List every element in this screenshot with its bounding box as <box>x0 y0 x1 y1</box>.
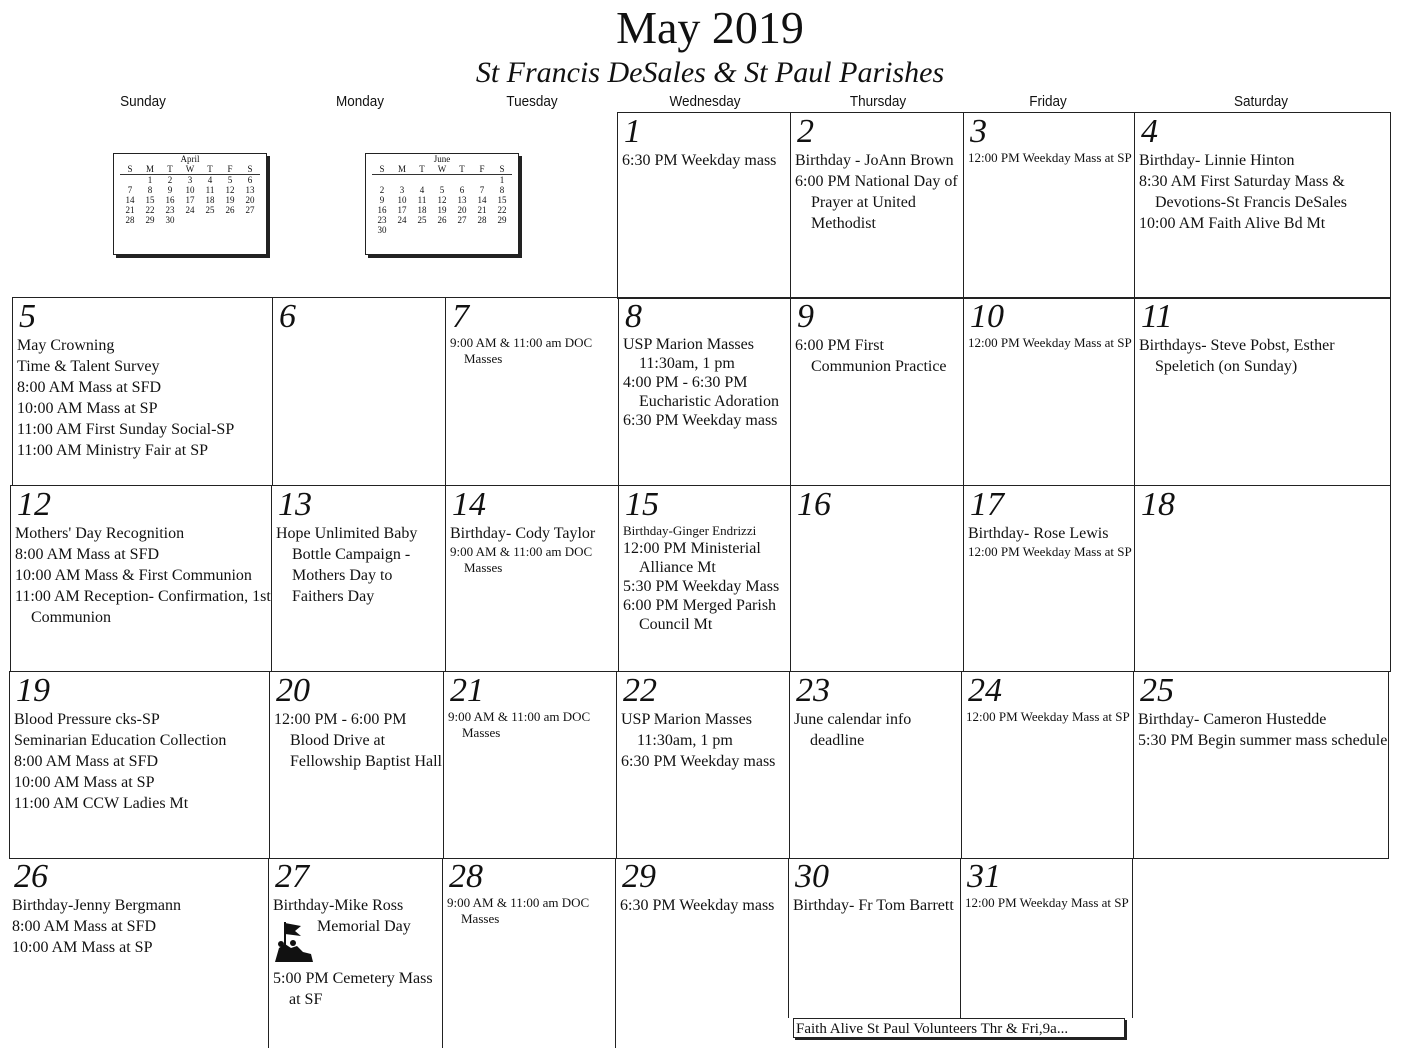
day-cell-22[interactable] <box>616 671 790 859</box>
mini-head: F <box>472 164 492 175</box>
calendar-event: Birthdays- Steve Pobst, Esther Speletich (on Sunday) <box>1139 337 1339 375</box>
calendar-event: Time & Talent Survey <box>17 358 160 375</box>
day-number: 20 <box>276 672 310 709</box>
mini-head: S <box>372 164 392 175</box>
calendar-event: Birthday- Linnie Hinton <box>1139 152 1295 169</box>
mini-day <box>432 175 452 186</box>
mini-day <box>120 175 140 186</box>
day-cell-26[interactable] <box>8 858 270 1048</box>
calendar-event: 12:00 PM Weekday Mass at SP <box>965 895 1129 910</box>
mini-day: 14 <box>477 195 487 205</box>
mini-day: 22 <box>145 205 155 215</box>
day-cell-24[interactable] <box>961 671 1134 859</box>
calendar-event: Blood Pressure cks-SP <box>14 711 160 728</box>
calendar-event: Birthday-Ginger Endrizzi <box>623 523 757 538</box>
mini-day: 25 <box>417 215 427 225</box>
calendar-event: Birthday-Jenny Bergmann <box>12 897 182 914</box>
mini-day <box>472 225 492 235</box>
mini-day: 10 <box>185 185 195 195</box>
day-number: 18 <box>1141 486 1175 523</box>
calendar-title: May 2019 <box>616 2 804 53</box>
mini-day: 20 <box>457 205 467 215</box>
calendar-event: Mothers' Day Recognition <box>15 525 185 542</box>
faith-alive-banner: Faith Alive St Paul Volunteers Thr & Fri,9a... <box>793 1018 1125 1038</box>
mini-day <box>392 225 412 235</box>
day-cell-13[interactable] <box>271 485 446 672</box>
mini-day: 27 <box>245 205 255 215</box>
day-number: 16 <box>797 486 831 523</box>
mini-head: T <box>412 164 432 175</box>
mini-day: 30 <box>377 225 387 235</box>
day-number: 25 <box>1140 672 1174 709</box>
day-cell-10[interactable] <box>963 297 1135 486</box>
mini-day <box>392 175 412 186</box>
calendar-event: 9:00 AM & 11:00 am DOC Masses <box>450 335 596 366</box>
mini-day <box>452 175 472 186</box>
calendar-event: 6:00 PM Merged Parish Council Mt <box>623 597 781 633</box>
mini-calendar-grid <box>120 164 260 225</box>
mini-day: 11 <box>417 195 427 205</box>
day-cell-11[interactable] <box>1134 297 1391 486</box>
day-cell-1[interactable] <box>617 112 791 299</box>
mini-day: 14 <box>125 195 135 205</box>
day-number: 1 <box>624 113 641 150</box>
mini-day <box>412 225 432 235</box>
calendar-event: 8:00 AM Mass at SFD <box>17 379 162 396</box>
day-cell-31[interactable] <box>960 858 1133 1018</box>
mini-day: 17 <box>397 205 407 215</box>
mini-day <box>472 175 492 186</box>
mini-calendar-month: June <box>433 154 451 164</box>
calendar-event: 12:00 PM - 6:00 PM Blood Drive at Fellowship Baptist Hall <box>274 711 442 770</box>
mini-day: 27 <box>457 215 467 225</box>
day-cell-30[interactable] <box>788 858 961 1018</box>
day-cell-17[interactable] <box>963 485 1135 672</box>
mini-calendar-april <box>113 153 267 255</box>
mini-day: 7 <box>127 185 133 195</box>
mini-day: 23 <box>165 205 175 215</box>
day-cell-18[interactable] <box>1134 485 1391 672</box>
day-cell-16[interactable] <box>790 485 964 672</box>
mini-day: 13 <box>245 185 255 195</box>
mini-day: 29 <box>145 215 155 225</box>
day-number: 26 <box>14 858 48 895</box>
calendar-event: 5:30 PM Weekday Mass <box>623 578 780 595</box>
mini-day: 12 <box>437 195 447 205</box>
day-cell-9[interactable] <box>790 297 964 486</box>
mini-day <box>200 215 220 225</box>
day-number: 4 <box>1141 113 1158 150</box>
mini-day: 1 <box>147 175 153 185</box>
mini-day: 30 <box>165 215 175 225</box>
weekday-sunday: Sunday <box>120 93 166 110</box>
calendar-event: Memorial Day <box>317 918 411 935</box>
calendar-event: 6:00 PM First Communion Practice <box>795 337 947 375</box>
day-number: 19 <box>16 672 50 709</box>
calendar-event: 5:00 PM Cemetery Mass at SF <box>273 970 437 1008</box>
mini-head: S <box>492 164 512 175</box>
mini-day: 26 <box>225 205 235 215</box>
mini-day <box>452 225 472 235</box>
weekday-saturday: Saturday <box>1233 93 1289 110</box>
mini-day: 16 <box>377 205 387 215</box>
mini-day <box>412 175 432 186</box>
calendar-event: 6:30 PM Weekday mass <box>620 897 775 914</box>
day-number: 7 <box>452 298 469 335</box>
day-number: 12 <box>17 486 51 523</box>
day-cell-3[interactable] <box>963 112 1135 299</box>
mini-day: 15 <box>145 195 155 205</box>
calendar-event: 12:00 PM Weekday Mass at SP <box>968 544 1132 559</box>
mini-day <box>432 225 452 235</box>
calendar-event: 8:00 AM Mass at SFD <box>12 918 157 935</box>
day-cell-28[interactable] <box>442 858 616 1048</box>
day-cell-29[interactable] <box>615 858 789 1048</box>
day-number: 17 <box>970 486 1004 523</box>
calendar-event: Birthday- Fr Tom Barrett <box>793 897 954 914</box>
mini-day: 8 <box>147 185 153 195</box>
mini-day: 2 <box>167 175 173 185</box>
weekday-friday: Friday <box>1029 93 1067 110</box>
mini-head: W <box>180 164 200 175</box>
mini-day <box>372 175 392 186</box>
day-cell-8[interactable] <box>618 297 791 486</box>
calendar-event: 10:00 AM Faith Alive Bd Mt <box>1139 215 1326 232</box>
day-number: 21 <box>450 672 484 709</box>
day-cell-5[interactable] <box>12 297 273 486</box>
mini-head: F <box>220 164 240 175</box>
mini-day: 16 <box>165 195 175 205</box>
calendar-event: May Crowning <box>17 337 115 354</box>
calendar-event: 5:30 PM Begin summer mass schedule <box>1138 732 1388 749</box>
mini-day: 26 <box>437 215 447 225</box>
mini-day: 8 <box>499 185 505 195</box>
mini-day: 5 <box>227 175 233 185</box>
mini-day: 21 <box>477 205 487 215</box>
memorial-flag-icon <box>271 918 317 964</box>
mini-day: 23 <box>377 215 387 225</box>
calendar-event: USP Marion Masses 11:30am, 1 pm <box>623 336 758 372</box>
calendar-event: 9:00 AM & 11:00 am DOC Masses <box>448 709 594 740</box>
calendar-event: Birthday-Mike Ross <box>273 897 404 914</box>
calendar-subtitle: St Francis DeSales & St Paul Parishes <box>475 56 945 89</box>
day-number: 2 <box>797 113 814 150</box>
mini-day: 13 <box>457 195 467 205</box>
day-number: 10 <box>970 298 1004 335</box>
mini-head: T <box>200 164 220 175</box>
day-cell-25[interactable] <box>1133 671 1389 859</box>
mini-head: M <box>392 164 412 175</box>
day-number: 15 <box>625 486 659 523</box>
day-number: 11 <box>1141 298 1173 335</box>
mini-day: 9 <box>379 195 385 205</box>
day-number: 30 <box>795 858 829 895</box>
calendar-event: 11:00 AM First Sunday Social-SP <box>17 421 235 438</box>
day-cell-20[interactable] <box>269 671 444 859</box>
calendar-event: 4:00 PM - 6:30 PM Eucharistic Adoration <box>623 374 779 410</box>
mini-day: 17 <box>185 195 195 205</box>
day-cell-23[interactable] <box>789 671 962 859</box>
mini-head: S <box>120 164 140 175</box>
day-number: 23 <box>796 672 830 709</box>
day-number: 29 <box>622 858 656 895</box>
day-cell-2[interactable] <box>790 112 964 299</box>
calendar-event: Hope Unlimited Baby Bottle Campaign - Mothers Day to Faithers Day <box>276 525 422 605</box>
calendar-event: Seminarian Education Collection <box>14 732 227 749</box>
calendar-event: 6:30 PM Weekday mass <box>621 753 776 770</box>
mini-day: 2 <box>379 185 385 195</box>
mini-day: 12 <box>225 185 235 195</box>
day-cell-27[interactable] <box>268 858 443 1048</box>
day-cell-12[interactable] <box>10 485 275 672</box>
mini-day: 19 <box>225 195 235 205</box>
calendar-event: 10:00 AM Mass at SP <box>14 774 155 791</box>
mini-day <box>240 215 260 225</box>
day-cell-6[interactable] <box>272 297 446 486</box>
mini-day: 6 <box>459 185 465 195</box>
weekday-monday: Monday <box>335 93 385 110</box>
weekday-thursday: Thursday <box>849 93 907 110</box>
mini-calendar-june <box>365 153 519 255</box>
calendar-event: 11:00 AM CCW Ladies Mt <box>14 795 189 812</box>
calendar-event: USP Marion Masses 11:30am, 1 pm <box>621 711 756 749</box>
day-number: 5 <box>19 298 36 335</box>
mini-calendar-month: April <box>180 154 200 164</box>
calendar-event: 12:00 PM Ministerial Alliance Mt <box>623 540 764 576</box>
day-number: 28 <box>449 858 483 895</box>
mini-day: 29 <box>497 215 507 225</box>
calendar-event: 8:00 AM Mass at SFD <box>15 546 160 563</box>
day-cell-14[interactable] <box>445 485 619 672</box>
mini-day: 24 <box>397 215 407 225</box>
mini-day: 4 <box>207 175 213 185</box>
mini-day: 18 <box>417 205 427 215</box>
calendar-event: Birthday - JoAnn Brown <box>795 152 954 169</box>
day-number: 3 <box>970 113 987 150</box>
weekday-wednesday: Wednesday <box>669 93 741 110</box>
day-number: 13 <box>278 486 312 523</box>
mini-day: 28 <box>477 215 487 225</box>
calendar-event: Birthday- Cameron Hustedde <box>1138 711 1327 728</box>
mini-day: 7 <box>479 185 485 195</box>
mini-day: 9 <box>167 185 173 195</box>
mini-day: 6 <box>247 175 253 185</box>
mini-day: 28 <box>125 215 135 225</box>
mini-day: 4 <box>419 185 425 195</box>
mini-day: 25 <box>205 205 215 215</box>
weekday-tuesday: Tuesday <box>506 93 558 110</box>
mini-day: 22 <box>497 205 507 215</box>
calendar-event: 12:00 PM Weekday Mass at SP <box>968 335 1132 350</box>
mini-day <box>220 215 240 225</box>
calendar-event: 9:00 AM & 11:00 am DOC Masses <box>447 895 593 926</box>
calendar-event: 6:00 PM National Day of Prayer at United Methodist <box>795 173 962 232</box>
mini-day <box>492 225 512 235</box>
mini-day: 20 <box>245 195 255 205</box>
mini-day: 1 <box>499 175 505 185</box>
mini-head: M <box>140 164 160 175</box>
calendar-event: 10:00 AM Mass at SP <box>12 939 153 956</box>
mini-head: W <box>432 164 452 175</box>
day-number: 14 <box>452 486 486 523</box>
calendar-event: 10:00 AM Mass & First Communion <box>15 567 252 584</box>
mini-day: 15 <box>497 195 507 205</box>
mini-day: 18 <box>205 195 215 205</box>
mini-head: S <box>240 164 260 175</box>
calendar-event: 8:00 AM Mass at SFD <box>14 753 159 770</box>
day-number: 8 <box>625 298 642 335</box>
mini-day: 3 <box>187 175 193 185</box>
calendar-event: 12:00 PM Weekday Mass at SP <box>966 709 1130 724</box>
day-number: 27 <box>275 858 309 895</box>
mini-day: 11 <box>205 185 215 195</box>
calendar-event: 8:30 AM First Saturday Mass & Devotions-St Francis DeSales <box>1139 173 1349 211</box>
calendar-event: 6:30 PM Weekday mass <box>623 412 778 429</box>
day-cell-21[interactable] <box>443 671 617 859</box>
mini-day: 10 <box>397 195 407 205</box>
mini-calendar-grid <box>372 164 512 235</box>
mini-day: 24 <box>185 205 195 215</box>
day-number: 6 <box>279 298 296 335</box>
calendar-event: 10:00 AM Mass at SP <box>17 400 158 417</box>
mini-day: 5 <box>439 185 445 195</box>
day-cell-7[interactable] <box>445 297 619 486</box>
day-cell-4[interactable] <box>1134 112 1391 299</box>
mini-day <box>180 215 200 225</box>
mini-day: 19 <box>437 205 447 215</box>
mini-head: T <box>160 164 180 175</box>
calendar-event: 11:00 AM Reception- Confirmation, 1st Communion <box>15 588 275 626</box>
day-cell-15[interactable] <box>618 485 791 672</box>
day-number: 24 <box>968 672 1002 709</box>
day-number: 9 <box>797 298 814 335</box>
calendar-event: 11:00 AM Ministry Fair at SP <box>17 442 208 459</box>
day-cell-19[interactable] <box>9 671 270 859</box>
calendar-event: Birthday- Cody Taylor <box>450 525 596 542</box>
calendar-event: 9:00 AM & 11:00 am DOC Masses <box>450 544 596 575</box>
day-number: 22 <box>623 672 657 709</box>
calendar-event: 12:00 PM Weekday Mass at SP <box>968 150 1132 165</box>
mini-head: T <box>452 164 472 175</box>
mini-day: 21 <box>125 205 135 215</box>
calendar-event: 6:30 PM Weekday mass <box>622 152 777 169</box>
mini-day: 3 <box>399 185 405 195</box>
day-number: 31 <box>967 858 1001 895</box>
calendar-event: June calendar info deadline <box>794 711 916 749</box>
calendar-event: Birthday- Rose Lewis <box>968 525 1109 542</box>
